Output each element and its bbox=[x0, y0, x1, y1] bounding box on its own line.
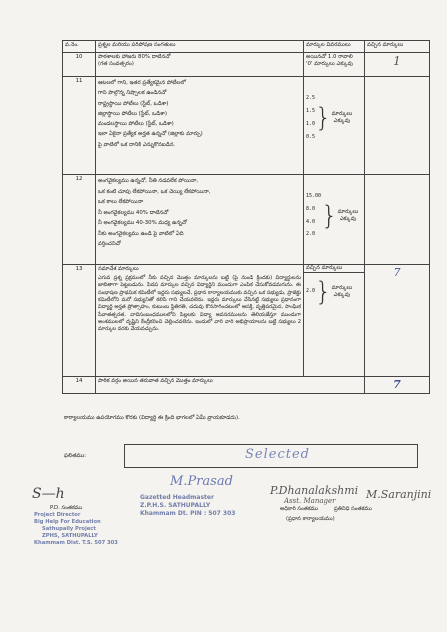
stamp-line: Z.P.H.S. SATHUPALLY bbox=[140, 502, 211, 510]
col-header-no: వ.నెం. bbox=[63, 41, 96, 53]
criteria-line: అంగవైకల్యము ఉన్నచో, నీతి నడవలేక పోయినా, bbox=[98, 178, 199, 184]
score-value: 2.0 bbox=[306, 287, 316, 294]
table-row bbox=[63, 265, 430, 377]
awarded-handwritten: 7 bbox=[393, 378, 401, 391]
marks-label: ఎక్కువు bbox=[333, 118, 351, 124]
table-row bbox=[63, 77, 430, 175]
marks-cell bbox=[304, 77, 365, 175]
criteria-line: (గత సంవత్సరం) bbox=[98, 60, 134, 67]
criteria-paragraph: ఎగువ ప్రశ్న ప్రక్రమంలో నీకు వచ్చిన మొత్తం మార్కులను బట్టి (పై నుండి క్రిందకు) విద్యార్థులను జాబితాగా పెట్టబడును. పిదప మార్కుల వచ్చిన విద్యార్థిని ముందుగా ఎంపిక చేసుకోవడమగును. ఈ సంభాషణ ప్రాథమిక కమిటీలో ఇద్దరు సభ్యులచే, ప్రధాన కార్యాలయముకు వచ్చిన ఒక సభ్యుడు, ప్రాజెక్టు కమిటీలోని మరో సభ్యునితో కలిసి గాని చేయవలెను. ఇద్దరు మార్కులు వేసినట్టి సభ్యులు ప్రధానంగా విద్యార్థి అర్హత ప్రోత్సాహం, కుటుంబ స్థితిగతి, చదువు కొనసాగించటంలో ఆసక్తి, వృత్తిపరమైన, సాంఘిక సేవాతత్పరత, వాదిసంబంధములలోని పిల్లలకు విద్యా అవసరములను తెలియజేస్తూ ముందుగా అంశములలో దృష్టిని కేంద్రీకరించి చెల్లించవలెను. ఇందులో వారి వారి అభిప్రాయాలను బట్టి సభ్యులు 2 మార్కుల వరకు వేయవచ్చును. bbox=[98, 274, 301, 333]
row-number: 14 bbox=[63, 377, 96, 394]
stamp-line: ZPHS, SATHUPALLY bbox=[42, 533, 98, 540]
brace-icon: } bbox=[315, 276, 332, 307]
stamp-line: Khammam Dist. T.S. 507 303 bbox=[34, 540, 118, 547]
criteria-line: ఒక కంటి చూపు లేకపోయినా, ఒక చెయ్యి లేకపోయినా, bbox=[98, 188, 211, 195]
criteria-line: నీకు అంగవైకల్యము ఉండి పై వాటిలో ఏది bbox=[98, 230, 184, 237]
criteria-line: నీ అంగవైకల్యము 40-30% మధ్య ఉన్నచో bbox=[98, 220, 187, 227]
brace-icon: } bbox=[321, 200, 338, 231]
col-header-marks-detail: మార్కుల వివరములు bbox=[304, 41, 365, 53]
stamp-line: Big Help For Education bbox=[34, 519, 101, 526]
marks-line: '0' మార్కులు ఎక్కువు bbox=[306, 60, 353, 67]
score-value: 0.5 bbox=[306, 134, 316, 140]
marks-label: ఎక్కువు bbox=[339, 215, 357, 222]
criteria-title: సమాచేశ మార్కులు bbox=[98, 266, 139, 272]
result-label: ఫలితము: bbox=[64, 453, 87, 459]
awarded-cell bbox=[365, 377, 430, 394]
criteria-line: ఆటలలో గాని, ఇతర ప్రత్యేకమైన పోటీలలో bbox=[98, 80, 186, 86]
criteria-line: మండలస్థాయి పోటీలు (స్టేట్, ఒడిశా) bbox=[98, 121, 174, 128]
marks-cell bbox=[304, 175, 365, 265]
criteria-line: ఇలా ఏకైనా ప్రత్యేక అర్హత ఉన్నచో (జిల్లాకు మార్పు) bbox=[98, 131, 203, 138]
criteria-cell: పాఠిక వర్గం అయిన తరువాత వచ్చిన మొత్తం మార్కులు bbox=[96, 377, 365, 394]
marks-head: వచ్చిన మార్కులు bbox=[304, 265, 364, 273]
awarded-handwritten: 7 bbox=[393, 266, 401, 279]
pd-signature: S—h bbox=[32, 486, 65, 502]
score-value: 4.0 bbox=[306, 218, 316, 225]
awarded-cell bbox=[365, 53, 430, 77]
criteria-line: నీ అంగవైకల్యము 40% దాటినచో bbox=[98, 209, 169, 216]
score-value: 8.0 bbox=[306, 205, 316, 212]
score-value: 1.0 bbox=[306, 121, 316, 127]
row-number: 11 bbox=[63, 77, 96, 175]
stamp-line: Gazetted Headmaster bbox=[140, 494, 214, 501]
criteria-cell bbox=[96, 265, 304, 377]
office-use-note: కార్యాలయము ఉపయోగము కొరకు (విద్యార్థి ఈ క్రింది భాగలలో ఏమీ వ్రాయకూడదు). bbox=[64, 415, 240, 421]
awarded-cell bbox=[365, 265, 430, 377]
result-section bbox=[64, 442, 430, 470]
brace-icon: } bbox=[315, 103, 332, 133]
criteria-cell bbox=[96, 175, 304, 265]
marks-label: మార్కులు bbox=[337, 208, 359, 215]
awarded-cell bbox=[365, 77, 430, 175]
result-value: Selected bbox=[245, 447, 310, 462]
marks-table bbox=[62, 40, 430, 394]
head-office-label: (ప్రధాన కార్యాలయము) bbox=[286, 516, 335, 522]
criteria-cell bbox=[96, 53, 304, 77]
marks-label: మార్కులు bbox=[331, 111, 353, 118]
col-header-marks-given: వచ్చిన మార్కులు bbox=[365, 41, 430, 53]
score-value: 15.00 bbox=[306, 193, 322, 199]
headmaster-stamp bbox=[140, 494, 235, 518]
marks-cell bbox=[304, 53, 365, 77]
marks-cell bbox=[304, 265, 365, 377]
criteria-line: ఒక కాలు లేకపోయినా bbox=[98, 199, 144, 206]
score-value: 1.5 bbox=[306, 108, 316, 114]
table-row bbox=[63, 53, 430, 77]
criteria-line: జిల్లాస్థాయి పోటీలు (స్టేట్, ఒడిశా) bbox=[98, 110, 167, 117]
row-number: 10 bbox=[63, 53, 96, 77]
marks-line: అయినచో 1.0 రావాలి bbox=[306, 54, 353, 60]
row-number: 13 bbox=[63, 265, 96, 377]
officer-signature-label: అధికారి సంతకము bbox=[280, 506, 319, 512]
score-value: 2.5 bbox=[306, 95, 316, 101]
result-box bbox=[124, 444, 418, 468]
row-number: 12 bbox=[63, 175, 96, 265]
stamp-line: Sathupally Project bbox=[42, 526, 96, 533]
awarded-handwritten: 1 bbox=[393, 54, 401, 68]
criteria-line: రాష్ట్రస్థాయి పోటీలు (స్టేట్, ఒడిశా) bbox=[98, 100, 169, 107]
table-header-row bbox=[63, 41, 430, 53]
criteria-line: వర్తించనిచో bbox=[98, 241, 121, 248]
officer-signature: P.Dhanalakshmi bbox=[270, 484, 359, 497]
headmaster-signature: M.Prasad bbox=[170, 474, 233, 489]
col-header-criteria: ప్రశ్నల మరియు పరిపోషణ సంగతులు bbox=[96, 41, 304, 53]
representative-signature-label: ప్రతినిధి సంతకము bbox=[334, 506, 372, 512]
representative-signature: M.Saranjini bbox=[366, 488, 432, 501]
table-row bbox=[63, 377, 430, 394]
stamp-line: Project Director bbox=[34, 512, 81, 518]
criteria-cell bbox=[96, 77, 304, 175]
criteria-line: పై వాటిలో ఒక దానికి ఎన్నుకొనబడిన. bbox=[98, 141, 176, 148]
project-director-stamp bbox=[34, 512, 118, 547]
criteria-line: పాఠశాలకు హాజరు 80% దాటినచో bbox=[98, 54, 171, 60]
stamp-line: Khammam Dt. PIN : 507 303 bbox=[140, 510, 236, 518]
criteria-line: గాని పాల్గొన్న నిష్పాలక ఉండినచో bbox=[98, 90, 167, 97]
score-value: 2.0 bbox=[306, 231, 316, 238]
marks-label: ఎక్కువు bbox=[333, 291, 351, 298]
marks-label: మార్కులు bbox=[331, 285, 353, 291]
awarded-cell bbox=[365, 175, 430, 265]
table-row bbox=[63, 175, 430, 265]
pd-signature-label: P.D. సంతకము bbox=[50, 505, 83, 511]
officer-designation: Asst. Manager bbox=[284, 497, 336, 505]
